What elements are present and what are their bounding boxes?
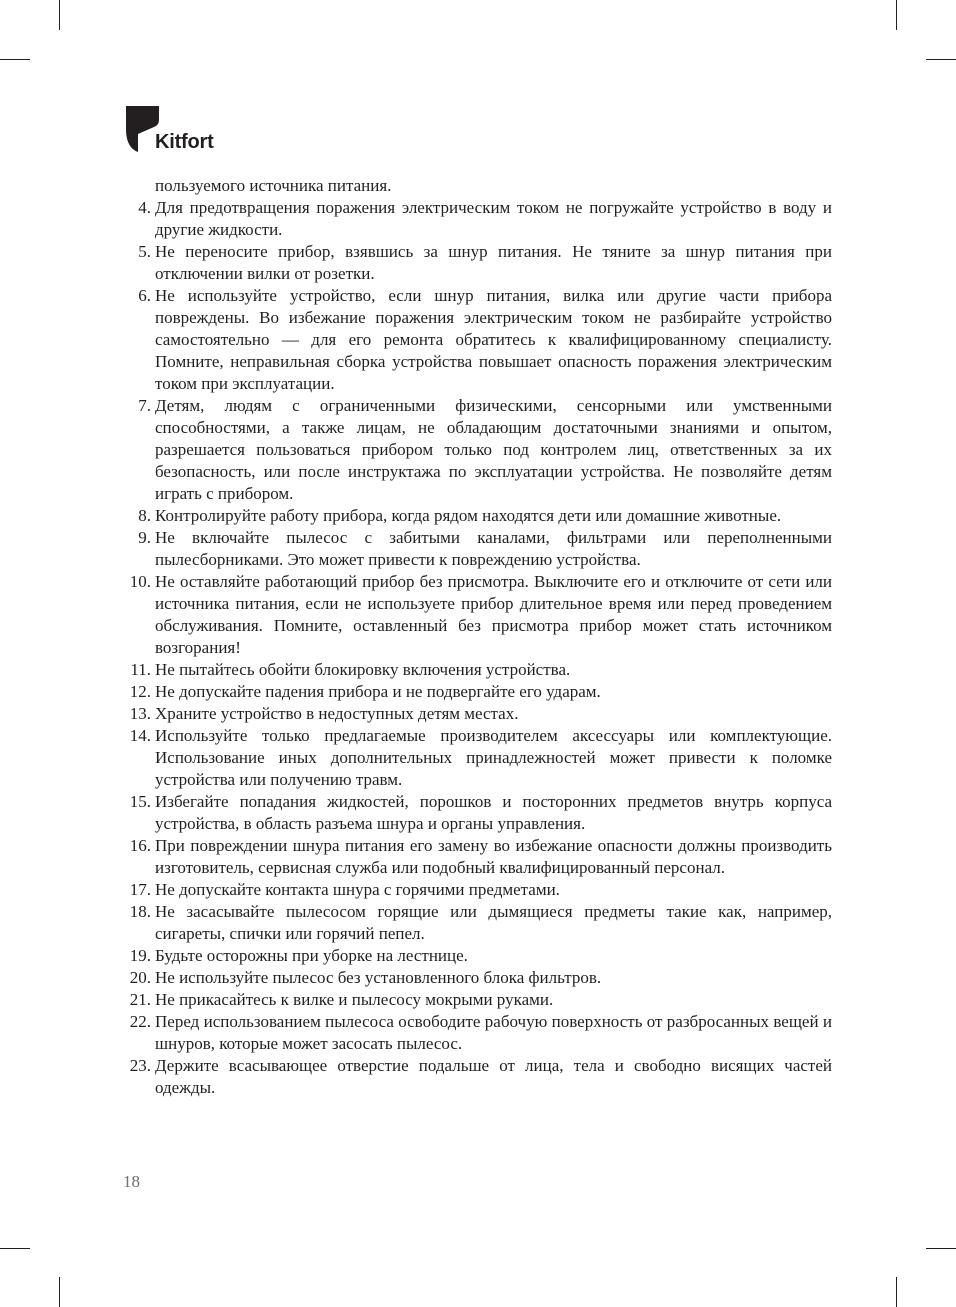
list-item xyxy=(120,197,832,241)
list-item-number: 12. xyxy=(129,682,151,701)
list-item xyxy=(120,989,832,1011)
list-item-text: Не оставляйте работающий прибор без присмотра. Выключите его и отключите от сети или источника питания, если не используете прибор длительное время или перед проведением обслуживания. Помните, оставленный без присмотра прибор может стать источником возгорания! xyxy=(155,572,832,657)
list-item xyxy=(120,703,832,725)
list-item-number: 4. xyxy=(138,198,151,217)
list-item xyxy=(120,505,832,527)
list-item-number: 6. xyxy=(138,286,151,305)
list-item xyxy=(120,527,832,571)
list-item-text: Не прикасайтесь к вилке и пылесосу мокрыми руками. xyxy=(155,990,554,1009)
list-item xyxy=(120,659,832,681)
list-item-number: 16. xyxy=(129,836,151,855)
list-item-text: Избегайте попадания жидкостей, порошков и посторонних предметов внутрь корпуса устройства, в область разъема шнура и органы управления. xyxy=(155,792,832,833)
list-item-number: 10. xyxy=(129,572,151,591)
list-item-number: 19. xyxy=(129,946,151,965)
list-item-text: Не пытайтесь обойти блокировку включения устройства. xyxy=(155,660,571,679)
safety-items xyxy=(120,197,832,1099)
list-item-number: 11. xyxy=(130,660,151,679)
crop-mark xyxy=(896,1277,897,1307)
list-item-number: 7. xyxy=(138,396,151,415)
list-item xyxy=(120,879,832,901)
list-item-text: Не переносите прибор, взявшись за шнур питания. Не тяните за шнур питания при отключении вилки от розетки. xyxy=(155,242,832,283)
list-item xyxy=(120,901,832,945)
list-item-text: При повреждении шнура питания его замену во избежание опасности должны производить изготовитель, сервисная служба или подобный квалифицированный персонал. xyxy=(155,836,832,877)
list-item-text: Используйте только предлагаемые производителем аксессуары или комплектующие. Использование иных дополнительных принадлежностей может привести к поломке устройства или получению травм. xyxy=(155,726,832,789)
brand-logo xyxy=(126,106,246,160)
list-item-number: 23. xyxy=(129,1056,151,1075)
list-item-number: 15. xyxy=(129,792,151,811)
page-number: 18 xyxy=(123,1172,140,1191)
list-item-text: Будьте осторожны при уборке на лестнице. xyxy=(155,946,468,965)
crop-mark xyxy=(0,59,30,60)
list-item-number: 14. xyxy=(129,726,151,745)
list-item xyxy=(120,241,832,285)
list-item-text: Держите всасывающее отверстие подальше от лица, тела и свободно висящих частей одежды. xyxy=(155,1056,832,1097)
list-item xyxy=(120,395,832,505)
list-item-number: 17. xyxy=(129,880,151,899)
list-item-number: 22. xyxy=(129,1012,151,1031)
list-item-text: Не допускайте падения прибора и не подвергайте его ударам. xyxy=(155,682,601,701)
list-item-number: 21. xyxy=(129,990,151,1009)
instructions-list xyxy=(120,175,832,1099)
brand-name: Kitfort xyxy=(155,131,214,153)
continuation-text: пользуемого источника питания. xyxy=(155,176,392,195)
list-item-text: Не используйте устройство, если шнур питания, вилка или другие части прибора повреждены. Во избежание поражения электрическим током не разбирайте устройство самостоятельно — для его ремонта обратитесь к квалифицированному специалисту. Помните, неправильная сборка устройства повышает опасность поражения электрическим током при эксплуатации. xyxy=(155,286,832,393)
list-item-text: Не используйте пылесос без установленного блока фильтров. xyxy=(155,968,602,987)
list-item-text: Не включайте пылесос с забитыми каналами, фильтрами или переполненными пылесборниками. Это может привести к повреждению устройства. xyxy=(155,528,832,569)
crop-mark xyxy=(926,59,956,60)
list-item-text: Для предотвращения поражения электрическим током не погружайте устройство в воду и другие жидкости. xyxy=(155,198,832,239)
list-item xyxy=(120,1011,832,1055)
crop-mark xyxy=(59,0,60,30)
list-item xyxy=(120,681,832,703)
list-item-number: 13. xyxy=(129,704,151,723)
list-item xyxy=(120,1055,832,1099)
list-item-text: Храните устройство в недоступных детям местах. xyxy=(155,704,519,723)
crop-mark xyxy=(59,1277,60,1307)
list-item-number: 20. xyxy=(129,968,151,987)
list-item xyxy=(120,791,832,835)
list-item-text: Перед использованием пылесоса освободите рабочую поверхность от разбросанных вещей и шнуров, которые может засосать пылесос. xyxy=(155,1012,832,1053)
list-item xyxy=(120,967,832,989)
crop-mark xyxy=(926,1248,956,1249)
list-item xyxy=(120,835,832,879)
list-item-text: Не допускайте контакта шнура с горячими предметами. xyxy=(155,880,560,899)
list-item-number: 18. xyxy=(129,902,151,921)
list-item-text: Детям, людям с ограниченными физическими, сенсорными или умственными способностями, а также лицам, не обладающим достаточными знаниями и опытом, разрешается пользоваться прибором только под контролем лиц, ответственных за их безопасность, или после инструктажа по эксплуатации устройства. Не позволяйте детям играть с прибором. xyxy=(155,396,832,503)
crop-mark xyxy=(896,0,897,30)
list-item-number: 9. xyxy=(138,528,151,547)
list-item-number: 8. xyxy=(138,506,151,525)
list-item-number: 5. xyxy=(138,242,151,261)
list-item xyxy=(120,945,832,967)
crop-mark xyxy=(0,1248,30,1249)
list-item xyxy=(120,725,832,791)
list-item xyxy=(120,571,832,659)
list-item-text: Контролируйте работу прибора, когда рядом находятся дети или домашние животные. xyxy=(155,506,782,525)
list-item-text: Не засасывайте пылесосом горящие или дымящиеся предметы такие как, например, сигареты, спички или горячий пепел. xyxy=(155,902,832,943)
list-item xyxy=(120,285,832,395)
